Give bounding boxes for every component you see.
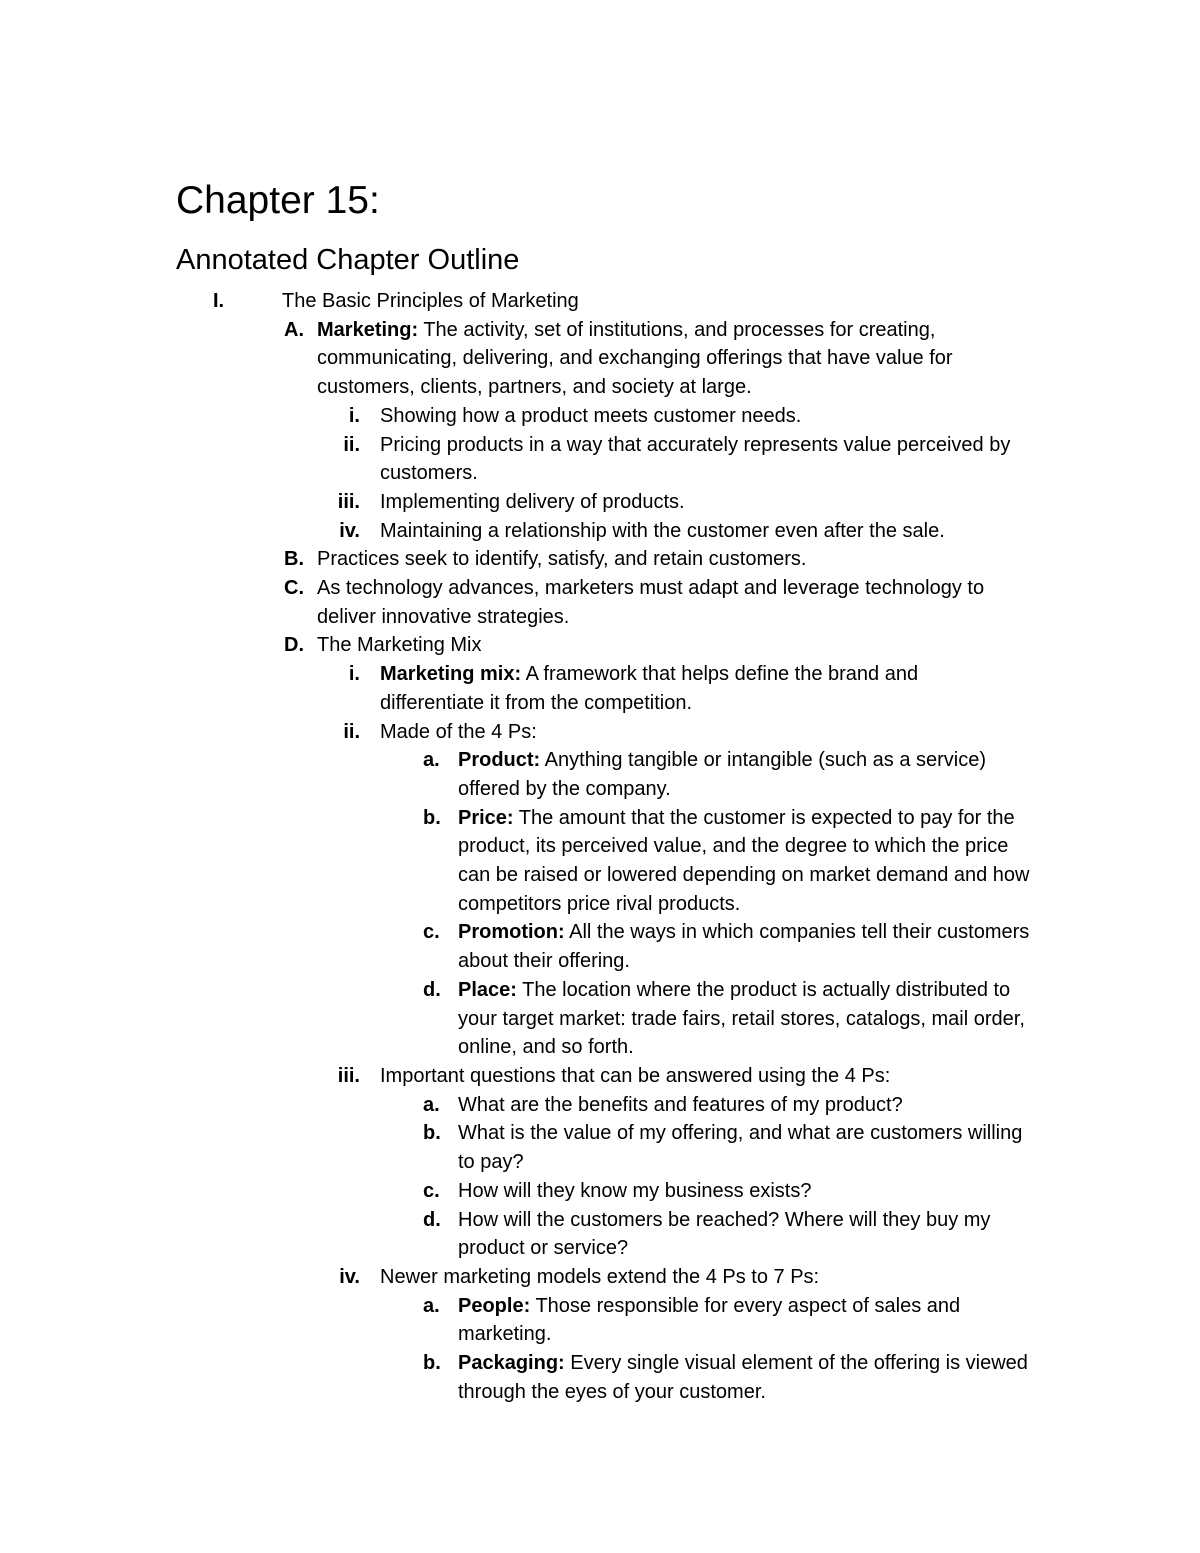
item-term: Packaging:: [458, 1352, 565, 1375]
item-term: Promotion:: [458, 921, 565, 944]
item-term: Place:: [458, 978, 517, 1001]
item-term: Marketing mix:: [380, 663, 522, 686]
item-text: [380, 660, 1020, 717]
item-marker: b.: [423, 1352, 441, 1375]
item-body: Maintaining a relationship with the customer even after the sale.: [380, 519, 945, 542]
outline-item: [0, 287, 1200, 316]
outline-item: [0, 660, 1200, 717]
item-text: [458, 1177, 1030, 1206]
item-body: How will the customers be reached? Where will they buy my product or service?: [458, 1208, 991, 1260]
item-marker: c.: [423, 921, 440, 944]
item-text: [380, 517, 1020, 546]
item-text: [317, 316, 1027, 402]
item-body: Pricing products in a way that accurately represents value perceived by customers.: [380, 433, 1011, 485]
item-body: Anything tangible or intangible (such as a service) offered by the company.: [458, 749, 987, 800]
item-text: [458, 1349, 1030, 1406]
item-body: Those responsible for every aspect of sales and marketing.: [458, 1294, 961, 1346]
item-body: What is the value of my offering, and what are customers willing to pay?: [458, 1122, 1023, 1174]
item-text: [380, 488, 1020, 517]
item-marker: D.: [284, 634, 304, 657]
item-body: The location where the product is actually distributed to your target market: trade fairs, retail stores, catalogs, mail order, online, and so forth.: [458, 978, 1025, 1059]
outline-item: [0, 1349, 1200, 1406]
item-body: The Basic Principles of Marketing: [282, 290, 579, 312]
outline-heading: Annotated Chapter Outline: [176, 244, 520, 276]
item-text: [380, 431, 1020, 488]
item-marker: B.: [284, 548, 304, 571]
item-marker: iv.: [339, 1265, 360, 1288]
item-text: [380, 718, 1020, 747]
item-marker: iv.: [339, 519, 360, 542]
outline-item: [0, 316, 1200, 402]
item-body: The amount that the customer is expected to pay for the product, its perceived value, and the degree to which the price can be raised or lowered depending on market demand and how competitors price rival products.: [458, 806, 1030, 915]
item-marker: a.: [423, 749, 440, 772]
item-text: [458, 1292, 1030, 1349]
outline-item: [0, 402, 1200, 431]
item-marker: ii.: [343, 720, 360, 743]
item-term: People:: [458, 1294, 531, 1317]
outline-item: [0, 574, 1200, 631]
outline-item: [0, 746, 1200, 803]
outline-item: [0, 631, 1200, 660]
item-text: [458, 976, 1030, 1062]
item-body: The activity, set of institutions, and processes for creating, communicating, delivering, and exchanging offerings that have value for customers, clients, partners, and society at large.: [317, 318, 953, 399]
item-text: [317, 545, 1027, 574]
item-text: [317, 574, 1027, 631]
item-marker: a.: [423, 1294, 440, 1317]
item-body: Showing how a product meets customer needs.: [380, 404, 802, 427]
outline-item: [0, 1119, 1200, 1176]
item-body: A framework that helps define the brand and differentiate it from the competition.: [380, 663, 919, 714]
item-text: [458, 1206, 1030, 1263]
item-text: [458, 918, 1030, 975]
item-marker: b.: [423, 806, 441, 829]
item-marker: C.: [284, 577, 304, 600]
item-marker: A.: [284, 318, 304, 341]
outline-item: [0, 1091, 1200, 1120]
item-marker: d.: [423, 1208, 441, 1231]
outline-item: [0, 1263, 1200, 1292]
item-text: [458, 746, 1030, 803]
item-text: [317, 631, 1027, 660]
item-marker: iii.: [337, 490, 360, 513]
outline-item: [0, 488, 1200, 517]
item-body: Implementing delivery of products.: [380, 490, 685, 513]
item-term: Product:: [458, 749, 541, 772]
item-text: [282, 287, 982, 316]
item-text: [458, 804, 1030, 919]
item-marker: ii.: [343, 433, 360, 456]
item-marker: i.: [348, 663, 360, 686]
item-text: [380, 1062, 1020, 1091]
item-text: [380, 1263, 1020, 1292]
item-body: How will they know my business exists?: [458, 1179, 812, 1202]
outline-item: [0, 918, 1200, 975]
outline-item: [0, 545, 1200, 574]
item-marker: b.: [423, 1122, 441, 1145]
item-body: As technology advances, marketers must adapt and leverage technology to deliver innovative strategies.: [317, 577, 985, 628]
item-body: All the ways in which companies tell their customers about their offering.: [458, 921, 1030, 973]
outline-item: [0, 1062, 1200, 1091]
outline-item: [0, 718, 1200, 747]
item-marker: d.: [423, 978, 441, 1001]
outline-item: [0, 976, 1200, 1062]
item-body: What are the benefits and features of my product?: [458, 1093, 903, 1116]
outline-item: [0, 1292, 1200, 1349]
item-text: [458, 1119, 1030, 1176]
item-marker: I.: [213, 290, 225, 312]
item-body: Newer marketing models extend the 4 Ps to 7 Ps:: [380, 1265, 820, 1288]
item-text: [380, 402, 1020, 431]
outline-item: [0, 431, 1200, 488]
chapter-title: Chapter 15:: [176, 179, 380, 222]
outline-item: [0, 804, 1200, 919]
item-term: Marketing:: [317, 318, 419, 341]
outline-item: [0, 1177, 1200, 1206]
chapter-outline: [0, 287, 1200, 1406]
item-body: Every single visual element of the offering is viewed through the eyes of your customer.: [458, 1352, 1028, 1403]
outline-item: [0, 517, 1200, 546]
item-marker: c.: [423, 1179, 440, 1202]
item-body: The Marketing Mix: [317, 634, 482, 657]
item-marker: a.: [423, 1093, 440, 1116]
item-marker: iii.: [337, 1064, 360, 1087]
item-marker: i.: [348, 404, 360, 427]
item-body: Made of the 4 Ps:: [380, 720, 537, 743]
item-term: Price:: [458, 806, 514, 829]
outline-item: [0, 1206, 1200, 1263]
item-text: [458, 1091, 1030, 1120]
item-body: Important questions that can be answered using the 4 Ps:: [380, 1064, 891, 1087]
item-body: Practices seek to identify, satisfy, and retain customers.: [317, 548, 807, 571]
